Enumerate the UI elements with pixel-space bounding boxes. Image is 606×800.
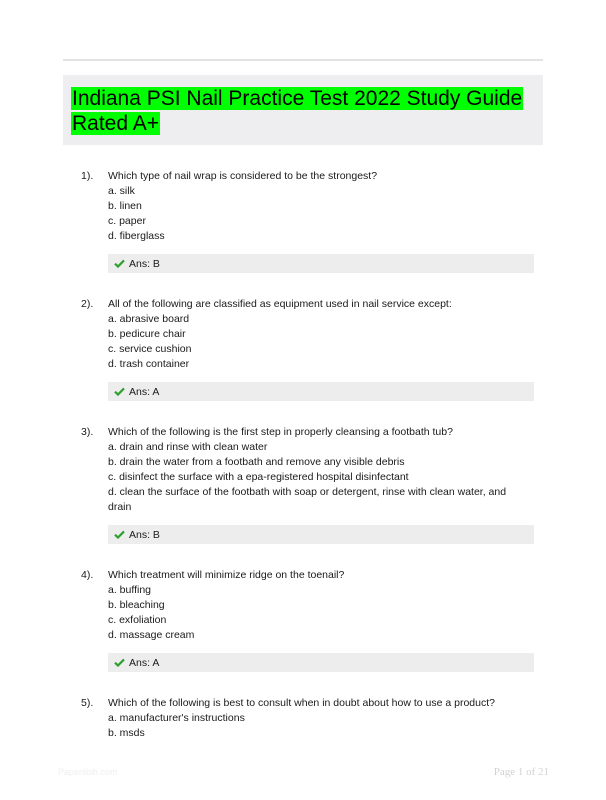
answer-option: b. drain the water from a footbath and remove any visible debris (108, 456, 405, 468)
answer-option: b. bleaching (108, 599, 165, 611)
answer-option: a. manufacturer's instructions (108, 712, 245, 724)
answer-option: a. silk (108, 185, 135, 197)
check-icon (114, 259, 125, 268)
question-body (108, 169, 528, 244)
answer-option: b. linen (108, 200, 142, 212)
question-body (108, 297, 528, 372)
answer-box (108, 254, 534, 273)
top-divider (63, 59, 543, 61)
check-icon (114, 658, 125, 667)
question-text: Which type of nail wrap is considered to be the strongest? (108, 170, 378, 182)
title-box (63, 75, 543, 145)
question-body (108, 425, 528, 515)
answer-option: c. disinfect the surface with a epa-registered hospital disinfectant (108, 471, 409, 483)
check-icon (114, 530, 125, 539)
answer-label: Ans: B (129, 257, 160, 270)
answer-label: Ans: A (129, 656, 160, 669)
page-number: Page 1 of 21 (493, 766, 549, 778)
answer-option: b. pedicure chair (108, 328, 186, 340)
answer-box (108, 382, 534, 401)
question-number: 5). (81, 697, 94, 709)
check-icon (114, 387, 125, 396)
question-text: Which of the following is the first step in properly cleansing a footbath tub? (108, 426, 453, 438)
answer-option: d. clean the surface of the footbath with soap or detergent, rinse with clean water, and drain (108, 486, 507, 513)
answer-box (108, 653, 534, 672)
question-text: All of the following are classified as equipment used in nail service except: (108, 298, 452, 310)
answer-option: a. drain and rinse with clean water (108, 441, 268, 453)
question-number: 1). (81, 170, 94, 182)
question-text: Which treatment will minimize ridge on the toenail? (108, 569, 345, 581)
question-text: Which of the following is best to consult when in doubt about how to use a product? (108, 697, 495, 709)
answer-option: d. fiberglass (108, 230, 165, 242)
answer-option: c. service cushion (108, 343, 192, 355)
question-body (108, 696, 528, 741)
answer-option: c. exfoliation (108, 614, 167, 626)
question-number: 4). (81, 569, 94, 581)
answer-option: b. msds (108, 727, 145, 739)
answer-option: a. abrasive board (108, 313, 190, 325)
answer-label: Ans: A (129, 385, 160, 398)
question-body (108, 568, 528, 643)
answer-box (108, 525, 534, 544)
page-title: Indiana PSI Nail Practice Test 2022 Study Guide Rated A+ (72, 87, 523, 135)
answer-label: Ans: B (129, 528, 160, 541)
answer-option: c. paper (108, 215, 146, 227)
answer-option: d. trash container (108, 358, 190, 370)
answer-option: d. massage cream (108, 629, 195, 641)
question-number: 3). (81, 426, 94, 438)
question-number: 2). (81, 298, 94, 310)
answer-option: a. buffing (108, 584, 152, 596)
footer-watermark: Paperlibib.com (58, 767, 118, 777)
